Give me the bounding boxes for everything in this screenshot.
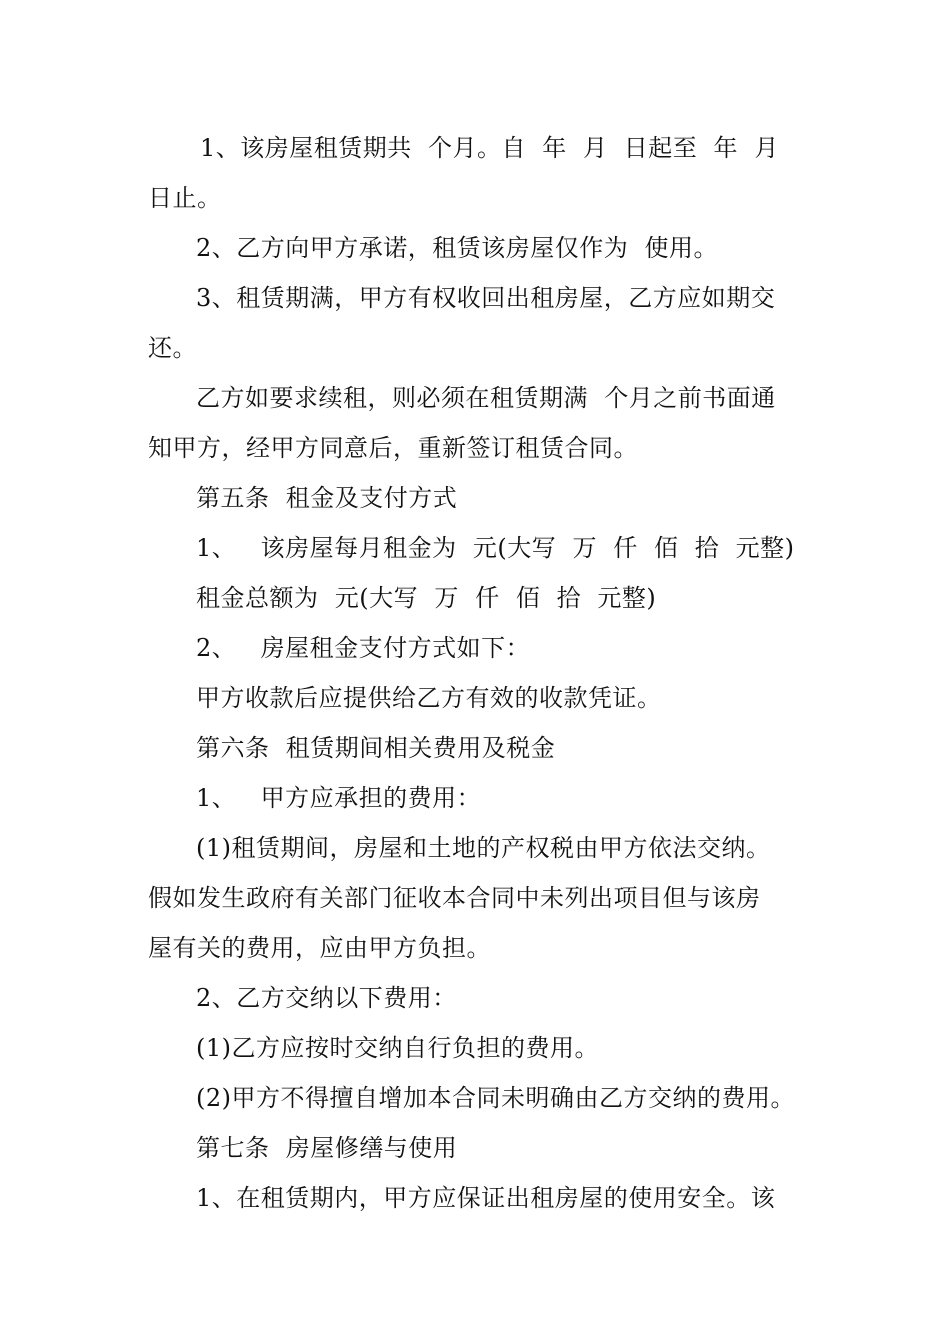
text-line: 屋有关的费用，应由甲方负担。 (148, 934, 491, 962)
text-line: (1)租赁期间，房屋和土地的产权税由甲方依法交纳。 (196, 834, 771, 862)
text-line: 1、 甲方应承担的费用： (196, 784, 482, 812)
text-line: 2、乙方向甲方承诺，租赁该房屋仅作为 使用。 (196, 234, 719, 262)
text-line: 1、 该房屋每月租金为 元(大写 万 仟 佰 拾 元整) (196, 534, 795, 562)
text-line: 租金总额为 元(大写 万 仟 佰 拾 元整) (196, 584, 657, 612)
text-line: 2、 房屋租金支付方式如下： (196, 634, 531, 662)
text-line: 日止。 (148, 184, 222, 212)
section-heading: 第七条 房屋修缮与使用 (196, 1134, 458, 1162)
text-line: 甲方收款后应提供给乙方有效的收款凭证。 (196, 684, 662, 712)
text-line: 3、租赁期满，甲方有权收回出租房屋，乙方应如期交 (196, 284, 776, 312)
section-heading: 第六条 租赁期间相关费用及税金 (196, 734, 556, 762)
text-line: 知甲方，经甲方同意后，重新签订租赁合同。 (148, 434, 638, 462)
text-line: 1、在租赁期内，甲方应保证出租房屋的使用安全。该 (196, 1184, 776, 1212)
text-line: 假如发生政府有关部门征收本合同中未列出项目但与该房 (148, 884, 761, 912)
text-line: 还。 (148, 334, 197, 362)
section-heading: 第五条 租金及支付方式 (196, 484, 458, 512)
text-line: 乙方如要求续租，则必须在租赁期满 个月之前书面通 (196, 384, 776, 412)
text-line: (2)甲方不得擅自增加本合同未明确由乙方交纳的费用。 (196, 1084, 795, 1112)
text-line: 1、该房屋租赁期共 个月。自 年 月 日起至 年 月 (200, 134, 779, 162)
text-line: (1)乙方应按时交纳自行负担的费用。 (196, 1034, 599, 1062)
text-line: 2、乙方交纳以下费用： (196, 984, 457, 1012)
